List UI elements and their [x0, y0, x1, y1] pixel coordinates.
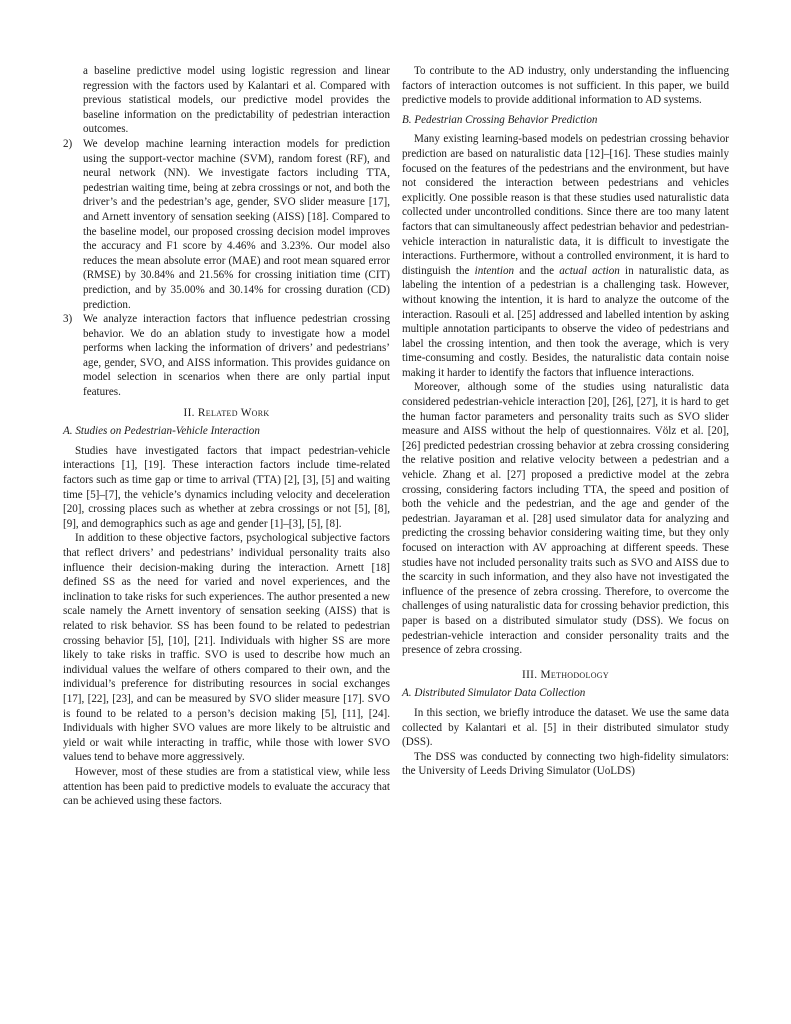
paragraph: Moreover, although some of the studies using naturalistic data considered pedestrian-vehicle interaction [20], [26], [27], it is hard to get the human factor parameters and personality traits such as SVO slider measure and AISS without the help of questionnaires. Völz et al. [20], [26] predicted pedestrian crossing behavior at zebra crossing considering the relative position and relative velocity between a pedestrian and a vehicle. Zhang et al. [27] proposed a predictive model at the zebra crossing, considering factors including TTA, the speed and position of both the vehicle and the pedestrian, and the age and gender of the pedestrian. Jayaraman et al. [28] used simulator data for analyzing and predicting the crossing behavior considering waiting time, but they only focused on interaction with AV approaching at different speeds. These studies have not included personality traits such as SVO and AISS due to the scarcity in such information, and they also have not investigated the influence of the presence of zebra crossing. Therefore, to overcome the challenges of using naturalistic data for crossing behavior prediction, this paper is based on a distributed simulator study (DSS). We focus on pedestrian-vehicle interaction and consider personality traits and the presence of zebra crossing. — [402, 381, 729, 657]
text-run: in naturalistic data, as labeling the intention of a pedestrian is a challenging task. However, without knowing the intention, it is hard to analyze the outcome of the interaction. Rasouli et al. [25] addressed and labelled intention by asking multiple annotation participants to observe the video of pedestrians and label the crossing intention, and then took the average, which is very time-consuming and costly. Besides, the naturalistic data contain noise making it harder to identify the factors that influence interactions. — [402, 264, 729, 379]
contribution-item-3 — [63, 312, 390, 400]
section-title: Related Work — [197, 406, 270, 419]
paragraph — [402, 132, 729, 380]
paragraph: To contribute to the AD industry, only understanding the influencing factors of interaction outcomes is not sufficient. In this paper, we build predictive models to provide additional information to AD systems. — [402, 65, 729, 107]
paragraph: The DSS was conducted by connecting two high-fidelity simulators: the University of Leeds Driving Simulator (UoLDS) — [402, 750, 729, 778]
contribution-item-2 — [63, 137, 390, 312]
subsection-heading-ped-vehicle: A. Studies on Pedestrian-Vehicle Interaction — [63, 425, 260, 438]
item-text: We develop machine learning interaction models for prediction using the support-vector machine (SVM), random forest (RF), and neural network (NN). We investigate factors including TTA, pedestrian waiting time, being at zebra crossings or not, and both the driver’s and the pedestrian’s age, gender, SVO slider measure [17], and Arnett inventory of sensation seeking (AISS) [18]. Compared to the baseline model, our proposed crossing decision model improves the accuracy and F1 score by 4.46% and 3.23%. Our model also reduces the mean absolute error (MAE) and root mean squared error (RMSE) by 30.84% and 21.56% for crossing initiation time (CIT) prediction, and by 35.00% and 30.14% for crossing duration (CD) prediction. — [83, 137, 390, 311]
text-run: and the — [519, 264, 555, 277]
section-title: Methodology — [540, 668, 609, 681]
paragraph: In this section, we briefly introduce the dataset. We use the same data collected by Kalantari et al. [5] in their distributed simulator study (DSS). — [402, 706, 729, 749]
subsection-heading-crossing-prediction: B. Pedestrian Crossing Behavior Prediction — [402, 113, 598, 126]
contribution-list — [63, 137, 390, 400]
contribution-item-1-continuation: a baseline predictive model using logistic regression and linear regression with the factors used by Kalantari et al. Compared with previous statistical models, our predictive model provides the baseline information on the predictability of pedestrian interaction outcomes. — [83, 65, 390, 136]
paragraph: Studies have investigated factors that impact pedestrian-vehicle interactions [1], [19]. These interaction factors include time-related factors such as time gap or time to arrival (TTA) [2], [3], [5] and waiting time [5]–[7], the vehicle’s dynamics including velocity and deceleration [20], crossing places such as whether at zebra crossings or not [5], [8], [9], and demographics such as age and gender [1]–[3], [5], [8]. — [63, 444, 390, 530]
paragraph: In addition to these objective factors, psychological subjective factors that reflect drivers’ and pedestrians’ individual personality traits also influence their decision-making during the interaction. Arnett [18] defined SS as the need for varied and novel experiences, and the inclination to take risks for such experiences. The author presented a new scale namely the Arnett inventory of sensation seeking (AISS) that is related to risk behavior. SS has been found to be related to pedestrian crossing behavior [5], [10], [21]. Individuals with higher SS are more likely to take risks in traffic. SVO is used to describe how much an individual values the welfare of others compared to their own, and the individual’s preference for distributing resources in social exchanges [17], [22], [23], and can be measured by SVO slider measure [17]. SVO is found to be related to a person’s decision making [5], [11], [24]. Individuals with higher SVO values are more likely to be altruistic and yield or wait while interacting in traffic, while those with lower SVO values tend to behave more aggressively. — [63, 532, 390, 764]
item-text: We analyze interaction factors that influence pedestrian crossing behavior. We do an ablation study to investigate how a model performs when lacking the information of drivers’ and pedestrians’ age, gender, SVO, and AISS information. This provides guidance on model selection in scenarios when there are only partial input features. — [83, 313, 390, 399]
section-heading-related-work — [63, 406, 390, 421]
section-number: II. — [183, 406, 195, 419]
emphasis-intention: intention — [474, 264, 515, 277]
item-number: 2) — [63, 137, 73, 150]
section-heading-methodology — [402, 668, 729, 683]
subsection-heading-dss: A. Distributed Simulator Data Collection — [402, 687, 586, 700]
left-column — [63, 64, 390, 809]
item-number: 3) — [63, 313, 73, 326]
emphasis-actual-action: actual action — [559, 264, 620, 277]
paragraph: However, most of these studies are from a statistical view, while less attention has been paid to predictive models to evaluate the accuracy that can be achieved using these factors. — [63, 765, 390, 808]
section-number: III. — [522, 668, 538, 681]
text-run: Many existing learning-based models on pedestrian crossing behavior prediction are based on naturalistic data [12]–[16]. These studies mainly focused on the features of the pedestrians and the environment, but have not considered the interaction between pedestrians and vehicles explicitly. One possible reason is that these studies used naturalistic data collected under uncontrolled conditions. Since there are too many latent factors that can simultaneously affect pedestrian behavior and pedestrian-vehicle interaction in naturalistic data, it is difficult to investigate the interactions. Furthermore, without a controlled environment, it is hard to distinguish the — [402, 133, 729, 277]
right-column — [402, 64, 729, 779]
